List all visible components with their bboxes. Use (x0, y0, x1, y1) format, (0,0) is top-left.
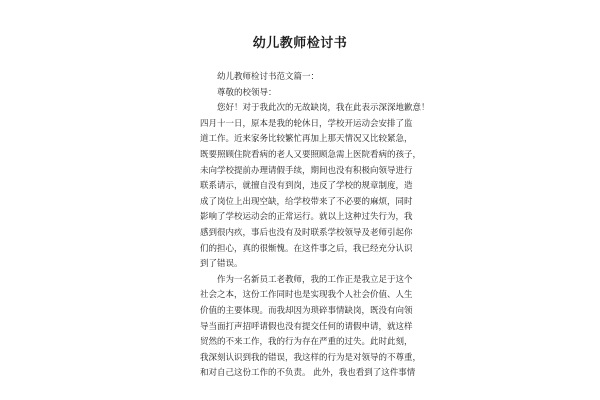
text-line: 到了错误。 (200, 259, 243, 270)
text-line: 贸然的不来工作，我的行为存在严重的过失。此时此刻， (200, 337, 413, 348)
text-line: 作为一名新员工老教师，我的工作正是我立足于这个 (217, 274, 413, 285)
text-line: 们的担心，真的很惭愧。在这件事之后，我已经充分认识 (200, 243, 413, 254)
text-line: 联系请示，就擅自没有到岗，违反了学校的规章制度，造 (200, 181, 413, 192)
text-line: 导当面打声招呼请假也没有提交任何的请假申请，就这样 (200, 321, 413, 332)
text-line: 我深刻认识到我的错误，我这样的行为是对领导的不尊重， (200, 352, 422, 363)
text-line: 既要照顾住院看病的老人又要照顾急需上医院看病的孩子， (200, 149, 422, 160)
document-body (200, 70, 430, 382)
text-line: 和对自己这份工作的不负责。 此外，我也看到了这件事情 (200, 368, 416, 379)
text-line: 感到很内疚，事后也没有及时联系学校领导及老师引起你 (200, 227, 413, 238)
text-line: 影响了学校运动会的正常运行。就以上这种过失行为，我 (200, 212, 413, 223)
text-line: 道工作。近来家务比较繁忙再加上那天情况又比较紧急， (200, 134, 413, 145)
text-line: 幼儿教师检讨书范文篇一： (217, 72, 320, 82)
text-line: 您好！对于我此次的无故缺岗，我在此表示深深地歉意！ (217, 103, 430, 114)
text-line: 尊敬的校领导： (217, 87, 277, 98)
text-line: 价值的主要体现。而我却因为琐碎事情缺岗，既没有向领 (200, 305, 413, 316)
document-title: 幼儿教师检讨书 (252, 36, 348, 51)
text-line: 四月十一日，原本是我的轮休日，学校开运动会安排了监 (200, 118, 413, 129)
text-line: 成了岗位上出现空缺，给学校带来了不必要的麻烦，同时 (200, 196, 413, 207)
text-line: 未向学校提前办理请假手续，期间也没有积极向领导进行 (200, 165, 413, 176)
text-line: 社会之本，这份工作同时也是实现我个人社会价值、人生 (200, 290, 413, 301)
